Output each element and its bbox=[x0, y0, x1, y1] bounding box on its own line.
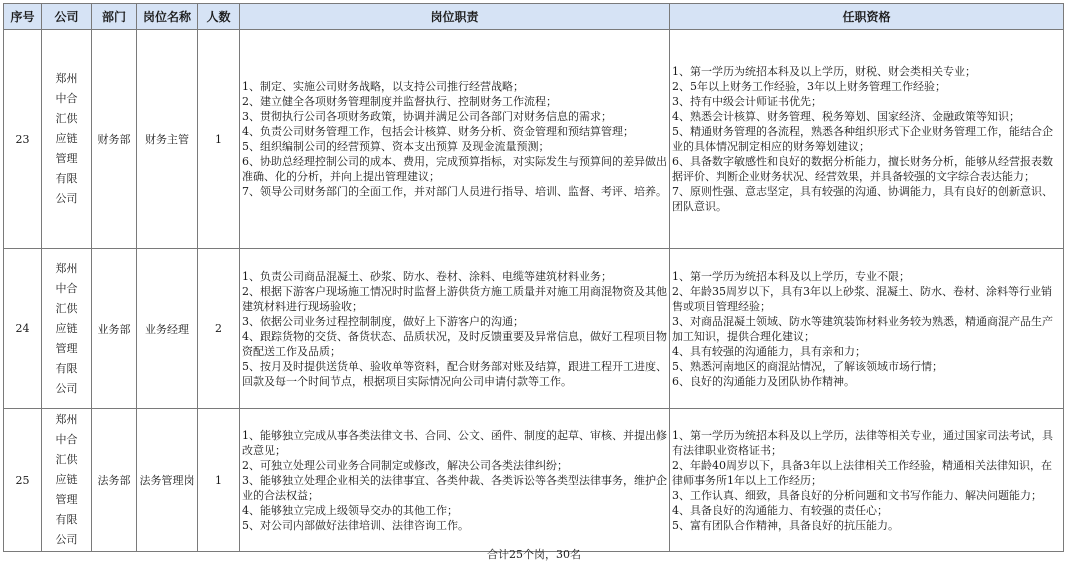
duty-item: 2、可独立处理公司业务合同制定或修改，解决公司各类法律纠纷； bbox=[242, 458, 568, 472]
requirement-item: 6、具备数字敏感性和良好的数据分析能力，擅长财务分析，能够从经营报表数据评价、判断企业财务状况、经营效果，并具备较强的文字综合表达能力； bbox=[672, 155, 1053, 183]
header-dept: 部门 bbox=[92, 4, 137, 30]
requirement-item: 3、对商品混凝土领域、防水等建筑装饰材料业务较为熟悉，精通商混产品生产加工知识，提供合理化建议； bbox=[672, 314, 1053, 343]
row-duties bbox=[240, 409, 670, 552]
row-position: 法务管理岗 bbox=[137, 409, 198, 552]
duty-item: 3、能够独立处理企业相关的法律事宜、各类仲裁、各类诉讼等各类型法律事务，维护企业的合法权益； bbox=[242, 473, 667, 502]
row-count: 2 bbox=[198, 249, 240, 409]
table-row bbox=[4, 249, 1064, 409]
duty-item: 7、领导公司财务部门的全面工作，并对部门人员进行指导、培训、监督、考评、培养。 bbox=[242, 185, 667, 198]
duty-item: 3、依据公司业务过程控制制度，做好上下游客户的沟通； bbox=[242, 314, 524, 328]
requirement-item: 3、持有中级会计师证书优先； bbox=[672, 95, 822, 108]
duty-item: 5、组织编制公司的经营预算、资本支出预算 及现金流量预测； bbox=[242, 140, 550, 153]
row-dept: 财务部 bbox=[92, 30, 137, 249]
row-company bbox=[42, 249, 92, 409]
table-row bbox=[4, 409, 1064, 552]
requirement-item: 5、熟悉河南地区的商混站情况，了解该领域市场行情； bbox=[672, 359, 943, 373]
row-duties bbox=[240, 30, 670, 249]
job-table bbox=[3, 3, 1064, 552]
row-duties bbox=[240, 249, 670, 409]
duty-item: 2、建立健全各项财务管理制度并监督执行、控制财务工作流程； bbox=[242, 95, 557, 108]
requirement-item: 3、工作认真、细致，具备良好的分析问题和文书写作能力、解决问题能力； bbox=[672, 488, 1042, 502]
requirement-item: 1、第一学历为统招本科及以上学历，财税、财会类相关专业； bbox=[672, 65, 976, 78]
requirement-item: 4、具有较强的沟通能力，具有亲和力； bbox=[672, 344, 866, 358]
header-row bbox=[4, 4, 1064, 30]
requirement-item: 7、原则性强、意志坚定，具有较强的沟通、协调能力，具有良好的创新意识、团队意识。 bbox=[672, 185, 1053, 213]
row-dept: 业务部 bbox=[92, 249, 137, 409]
duty-item: 5、按月及时提供送货单、验收单等资料，配合财务部对账及结算，跟进工程开工进度、回款及每一个时间节点，根据项目实际情况向公司申请付款等工作。 bbox=[242, 359, 667, 388]
requirement-item: 6、良好的沟通能力及团队协作精神。 bbox=[672, 374, 855, 388]
row-company-text: 郑州中合汇供应链管理有限公司 bbox=[55, 72, 78, 205]
row-company bbox=[42, 30, 92, 249]
row-company-text: 郑州中合汇供应链管理有限公司 bbox=[55, 261, 78, 395]
duty-item: 3、贯彻执行公司各项财务政策，协调并满足公司各部门对财务信息的需求； bbox=[242, 110, 612, 123]
row-requirements bbox=[670, 30, 1064, 249]
duty-item: 4、负责公司财务管理工作，包括会计核算、财务分析、资金管理和预结算管理； bbox=[242, 125, 634, 138]
duty-item: 4、跟踪货物的交货、备货状态、品质状况，及时反馈重要及异常信息，做好工程项目物资配送工作及品质； bbox=[242, 329, 667, 358]
header-duties: 岗位职责 bbox=[240, 4, 670, 30]
row-position: 业务经理 bbox=[137, 249, 198, 409]
duty-item: 4、能够独立完成上级领导交办的其他工作； bbox=[242, 503, 458, 517]
row-count: 1 bbox=[198, 409, 240, 552]
requirement-item: 5、富有团队合作精神，具备良好的抗压能力。 bbox=[672, 518, 899, 532]
table-footer-summary: 合计25个岗，30名 bbox=[487, 548, 581, 561]
requirement-item: 1、第一学历为统招本科及以上学历，专业不限； bbox=[672, 269, 910, 283]
row-requirements bbox=[670, 409, 1064, 552]
row-requirements bbox=[670, 249, 1064, 409]
header-seq: 序号 bbox=[4, 4, 42, 30]
requirement-item: 1、第一学历为统招本科及以上学历，法律等相关专业，通过国家司法考试，具有法律职业资格证书； bbox=[672, 428, 1053, 457]
requirement-item: 2、5年以上财务工作经验，3年以上财务管理工作经验； bbox=[672, 80, 946, 93]
row-dept: 法务部 bbox=[92, 409, 137, 552]
row-company-text: 郑州中合汇供应链管理有限公司 bbox=[55, 413, 78, 546]
row-seq: 23 bbox=[4, 30, 42, 249]
requirement-item: 2、年龄40周岁以下，具备3年以上法律相关工作经验，精通相关法律知识，在律师事务所1年以上工作经历； bbox=[672, 458, 1052, 487]
row-position: 财务主管 bbox=[137, 30, 198, 249]
requirement-item: 4、熟悉会计核算、财务管理、税务筹划、国家经济、金融政策等知识； bbox=[672, 110, 1020, 123]
header-position: 岗位名称 bbox=[137, 4, 198, 30]
row-seq: 25 bbox=[4, 409, 42, 552]
duty-item: 1、能够独立完成从事各类法律文书、合同、公文、函件、制度的起草、审核、并提出修改意见； bbox=[242, 428, 667, 457]
table-row bbox=[4, 30, 1064, 249]
duty-item: 1、负责公司商品混凝土、砂浆、防水、卷材、涂料、电缆等建筑材料业务； bbox=[242, 269, 612, 283]
row-company bbox=[42, 409, 92, 552]
row-seq: 24 bbox=[4, 249, 42, 409]
row-count: 1 bbox=[198, 30, 240, 249]
requirement-item: 2、年龄35周岁以下，具有3年以上砂浆、混凝土、防水、卷材、涂料等行业销售或项目管理经验； bbox=[672, 284, 1052, 313]
duty-item: 1、制定、实施公司财务战略，以支持公司推行经营战略； bbox=[242, 80, 524, 93]
requirement-item: 5、精通财务管理的各流程，熟悉各种组织形式下企业财务管理工作，能结合企业的具体情况制定相应的财务筹划建议； bbox=[672, 125, 1053, 153]
duty-item: 5、对公司内部做好法律培训、法律咨询工作。 bbox=[242, 518, 469, 532]
requirement-item: 4、具备良好的沟通能力、有较强的责任心； bbox=[672, 503, 888, 517]
header-requirements: 任职资格 bbox=[670, 4, 1064, 30]
duty-item: 2、根据下游客户现场施工情况时时监督上游供货方施工质量并对施工用商混物资及其他建筑材料进行现场验收； bbox=[242, 284, 667, 313]
duty-item: 6、协助总经理控制公司的成本、费用，完成预算指标，对实际发生与预算间的差异做出准确、化的分析，并向上提出管理建议； bbox=[242, 155, 667, 183]
header-company: 公司 bbox=[42, 4, 92, 30]
header-count: 人数 bbox=[198, 4, 240, 30]
